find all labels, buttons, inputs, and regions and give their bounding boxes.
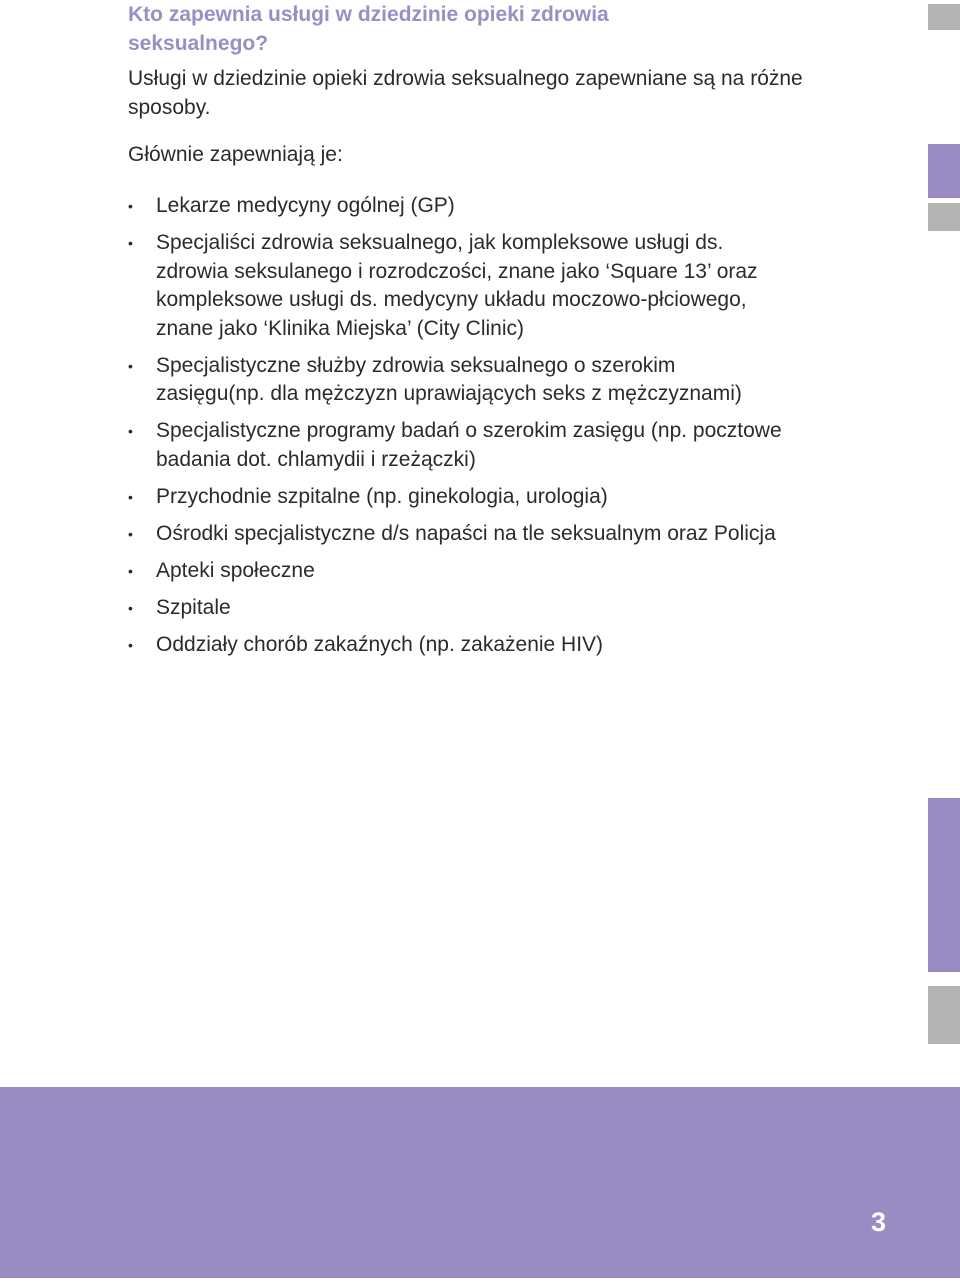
section-tab-gray [928, 4, 960, 30]
intro-paragraph: Usługi w dziedzinie opieki zdrowia seksualnego zapewniane są na różne sposoby. [128, 67, 803, 119]
list-item [128, 417, 788, 474]
bullet-icon: • [128, 562, 133, 579]
list-item-text: Lekarze medycyny ogólnej (GP) [156, 194, 455, 217]
list-item-text: Apteki społeczne [156, 558, 315, 582]
bullet-icon: • [128, 636, 133, 653]
list-item [128, 229, 788, 343]
list-item [128, 557, 788, 586]
section-tab-gray [928, 986, 960, 1044]
bullet-icon: • [128, 423, 133, 439]
bullet-icon: • [128, 357, 133, 374]
list-item-text: Ośrodki specjalistyczne d/s napaści na tle seksualnym oraz Policja [156, 521, 776, 545]
page-number: 3 [870, 1207, 886, 1237]
list-item-text: Przychodnie szpitalne (np. ginekologia, urologia) [156, 484, 608, 508]
bullet-icon: • [128, 235, 133, 251]
list-item-text: Specjaliści zdrowia seksualnego, jak kompleksowe usługi ds. zdrowia seksulanego i rozrodczości, znane jako ‘Square 13’ oraz kompleksowe usługi ds. medycyny układu moczowo-płciowego, znane jako ‘Klinika Miejska’ (City Clinic) [156, 231, 758, 340]
list-item-text: Oddziały chorób zakaźnych (np. zakażenie HIV) [156, 632, 604, 656]
bullet-icon: • [128, 198, 133, 214]
section-tab-gray [928, 203, 960, 231]
bullet-icon: • [128, 525, 133, 542]
list-item-text: Szpitale [156, 595, 231, 619]
list-item-text: Specjalistyczne służby zdrowia seksualnego o szerokim zasięgu(np. dla mężczyzn uprawiających seks z mężczyznami) [156, 353, 742, 405]
section-tab-purple [928, 144, 960, 198]
bullet-icon: • [128, 488, 133, 505]
lead-paragraph: Głównie zapewniają je: [128, 143, 343, 166]
provider-list [128, 192, 788, 668]
section-tab-purple [928, 798, 960, 972]
list-item [128, 520, 788, 549]
section-heading: Kto zapewnia usługi w dziedzinie opieki zdrowia seksualnego? [128, 3, 609, 55]
list-item [128, 483, 788, 512]
bullet-icon: • [128, 599, 133, 616]
list-item [128, 352, 788, 409]
footer-band [0, 1087, 960, 1278]
list-item [128, 594, 788, 623]
list-item-text: Specjalistyczne programy badań o szerokim zasięgu (np. pocztowe badania dot. chlamydii i rzeżączki) [156, 419, 782, 471]
list-item [128, 631, 788, 660]
list-item [128, 192, 788, 221]
